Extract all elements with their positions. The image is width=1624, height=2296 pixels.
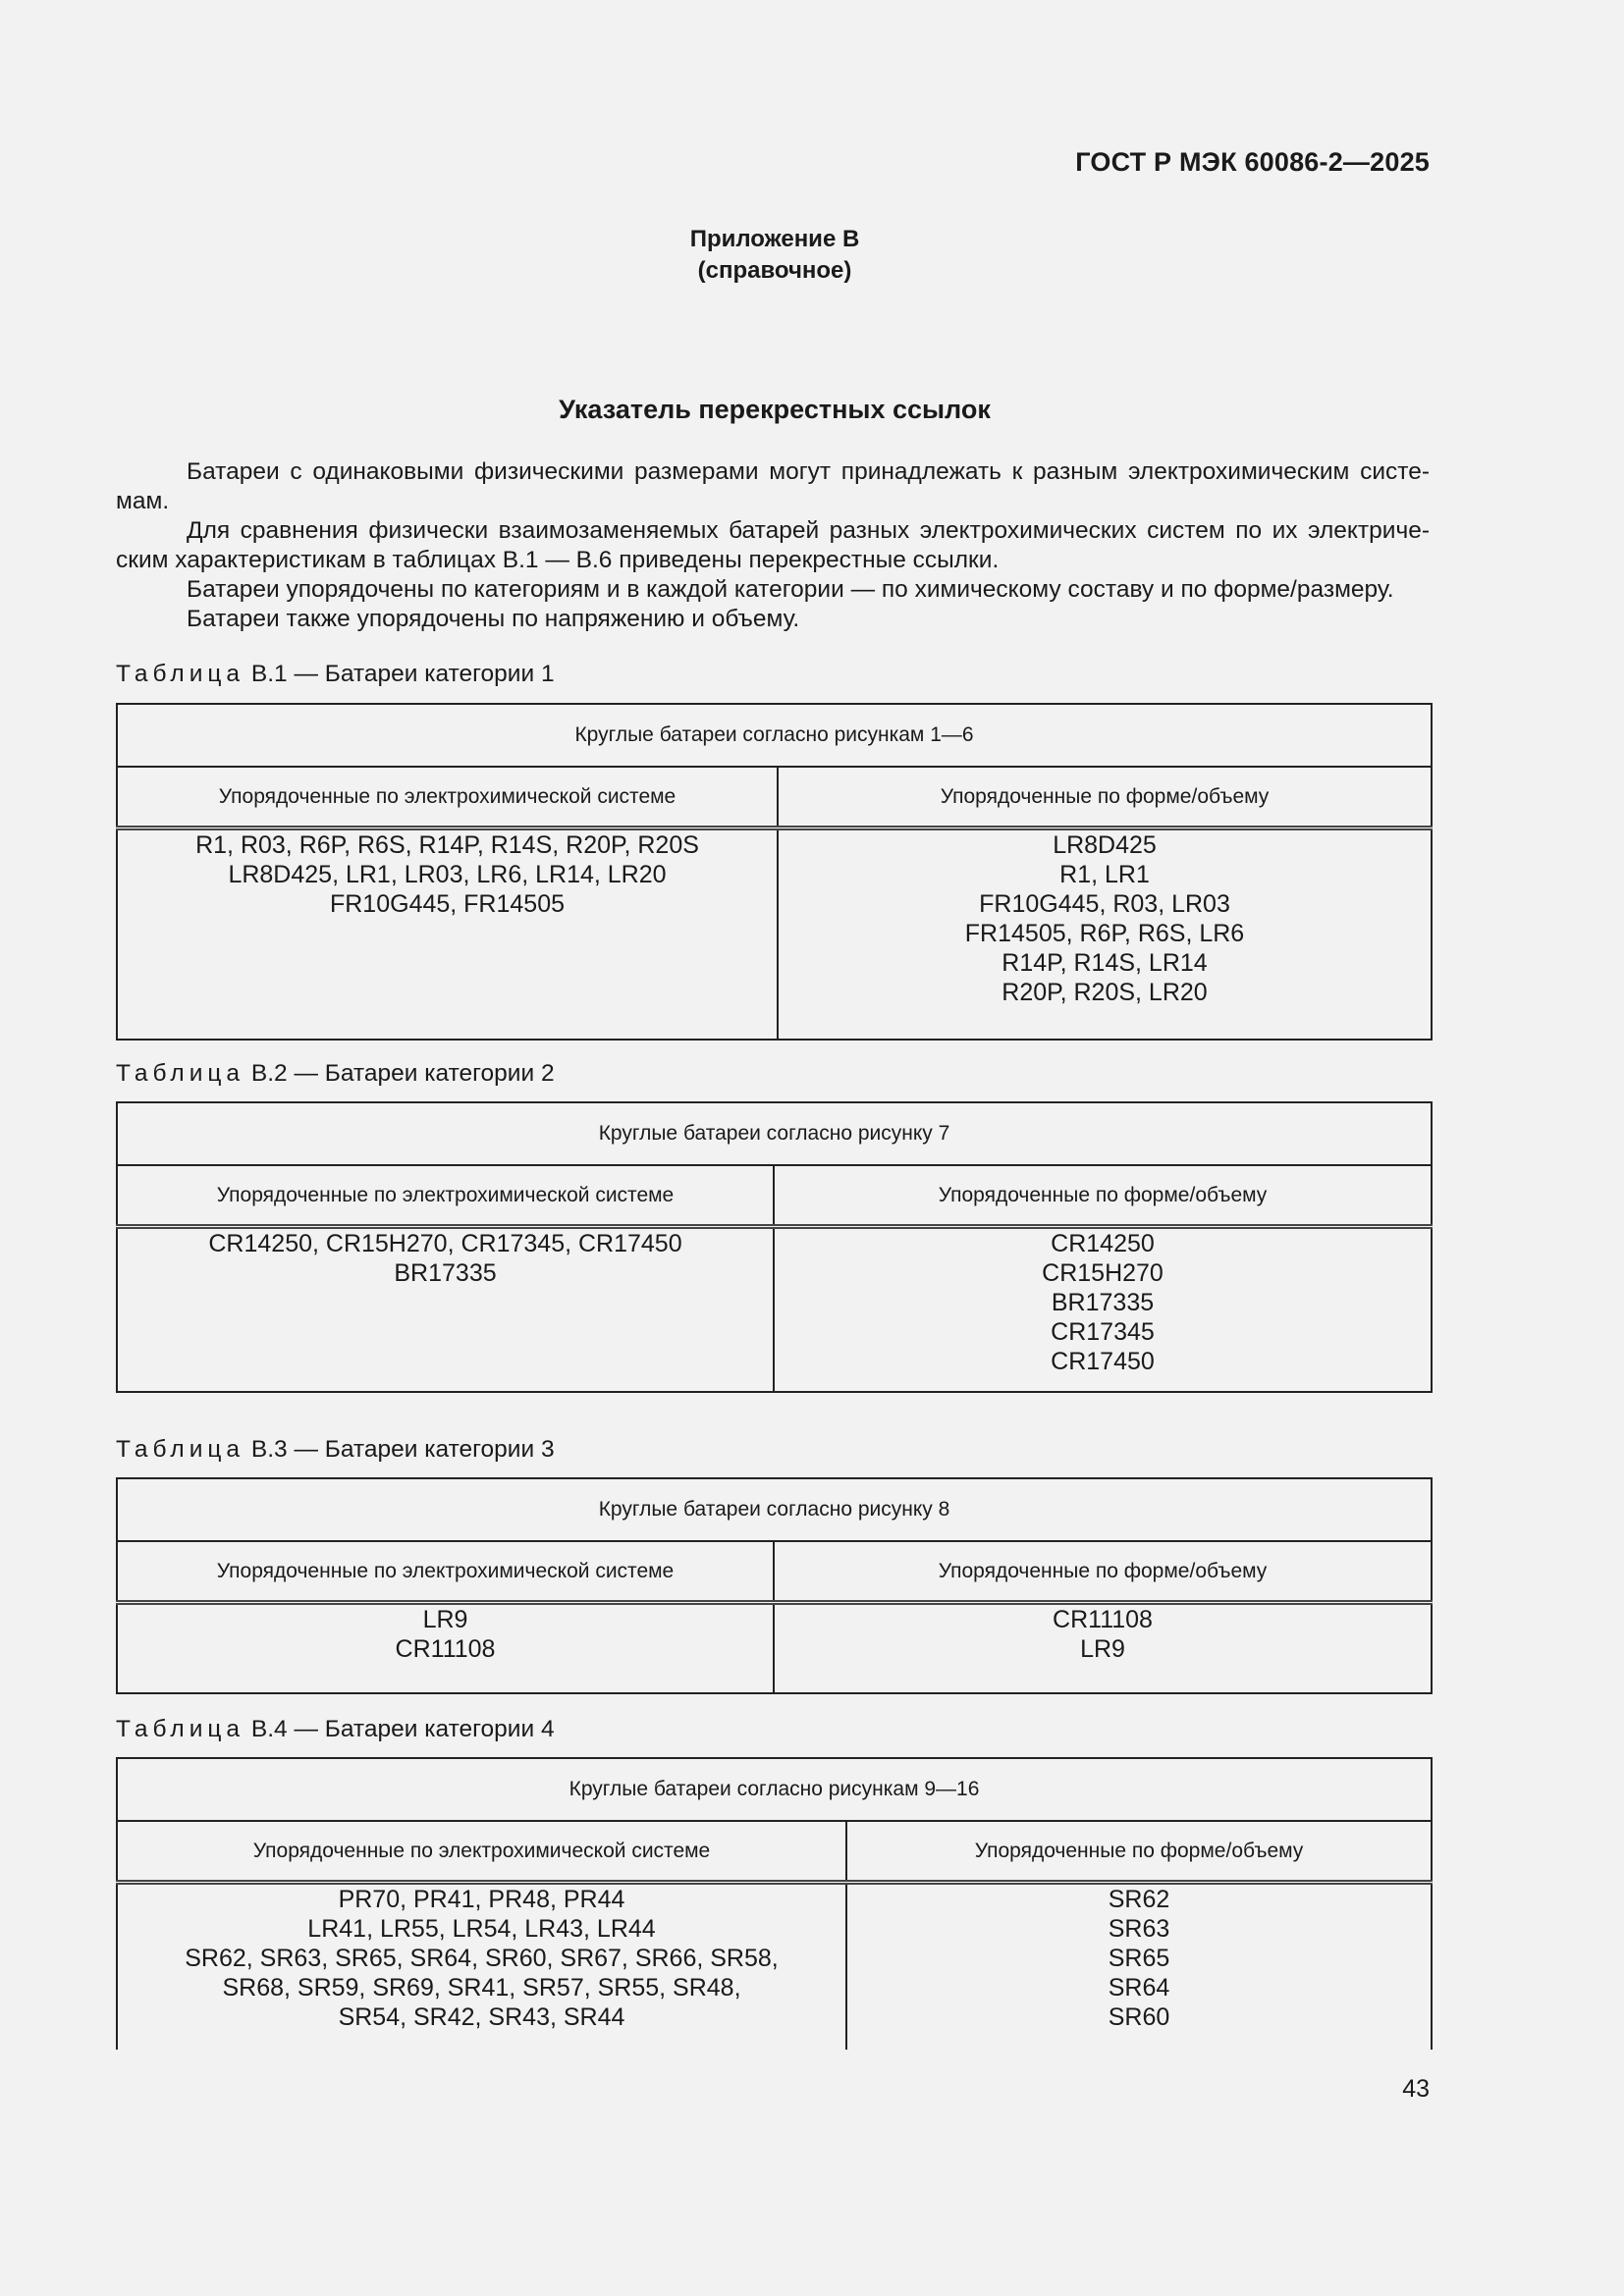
cell-electrochemical [117,828,778,1040]
cell-electrochemical [117,1603,774,1693]
cell-line: PR70, PR41, PR48, PR44 [338,1886,625,1913]
cell-line: SR65 [1108,1945,1170,1972]
cell-line: R1, LR1 [1059,861,1150,888]
column-header-shape-volume: Упорядоченные по форме/объему [774,1165,1432,1227]
intro-paragraph: Батареи с одинаковыми физическими размерами могут принадлежать к разным электрохимическим систе-мам. [116,458,1430,514]
section-title: Указатель перекрестных ссылок [559,395,991,424]
cell-line: FR10G445, R03, LR03 [979,890,1230,918]
cell-line: LR8D425, LR1, LR03, LR6, LR14, LR20 [228,861,667,888]
cell-line: SR63 [1108,1915,1170,1943]
document-code: ГОСТ Р МЭК 60086-2—2025 [1075,147,1430,177]
cell-line: SR54, SR42, SR43, SR44 [338,2003,625,2031]
table-caption-text: В.1 — Батареи категории 1 [250,661,555,687]
column-header-electrochemical: Упорядоченные по электрохимической системе [117,767,778,828]
cell-line: CR11108 [1053,1606,1153,1633]
table-b1 [116,703,1433,1041]
table-caption [116,1060,555,1088]
table-caption-text: В.3 — Батареи категории 3 [250,1436,555,1463]
table-caption [116,661,555,688]
cell-line: R14P, R14S, LR14 [1001,949,1208,977]
table-header: Круглые батареи согласно рисунку 8 [117,1478,1432,1541]
cell-line: CR11108 [395,1635,496,1663]
cell-electrochemical [117,1227,774,1392]
table-caption-text: В.2 — Батареи категории 2 [250,1060,555,1087]
intro-paragraph: Батареи также упорядочены по напряжению и объему. [187,606,800,632]
table-header: Круглые батареи согласно рисунку 7 [117,1102,1432,1165]
table-caption-word: Таблица [116,661,245,687]
cell-shape-volume [778,828,1432,1040]
table-caption [116,1716,555,1743]
cell-line: SR62, SR63, SR65, SR64, SR60, SR67, SR66, SR58, [185,1945,779,1972]
intro-paragraph: Для сравнения физически взаимозаменяемых батарей разных электрохимических систем по их электриче-ским характеристикам в таблицах В.1 — В.6 приведены перекрестные ссылки. [116,517,1430,573]
cell-line: CR15H270 [1042,1259,1164,1287]
appendix-subtitle: (справочное) [697,257,852,284]
cell-line: FR10G445, FR14505 [329,890,566,918]
column-header-electrochemical: Упорядоченные по электрохимической системе [117,1821,846,1883]
table-caption-text: В.4 — Батареи категории 4 [250,1716,555,1742]
cell-line: LR41, LR55, LR54, LR43, LR44 [307,1915,656,1943]
table-b4 [116,1757,1433,2050]
column-header-shape-volume: Упорядоченные по форме/объему [846,1821,1432,1883]
table-caption [116,1436,555,1464]
table-b3 [116,1477,1433,1694]
cell-line: BR17335 [394,1259,497,1287]
cell-shape-volume [774,1603,1432,1693]
appendix-title: Приложение В [689,226,860,252]
cell-shape-volume [774,1227,1432,1392]
table-caption-word: Таблица [116,1716,245,1742]
cell-line: SR60 [1108,2003,1170,2031]
cell-line: FR14505, R6P, R6S, LR6 [964,920,1245,947]
column-header-shape-volume: Упорядоченные по форме/объему [778,767,1432,828]
cell-line: SR68, SR59, SR69, SR41, SR57, SR55, SR48, [222,1974,741,2002]
cell-line: SR62 [1108,1886,1170,1913]
appendix-heading [0,224,1549,287]
table-caption-word: Таблица [116,1436,245,1463]
cell-shape-volume [846,1883,1432,2050]
cell-line: LR9 [422,1606,468,1633]
cell-electrochemical [117,1883,846,2050]
intro-paragraph: Батареи упорядочены по категориям и в каждой категории — по химическому составу и по форме/размеру. [187,576,1394,603]
cell-line: CR14250 [1051,1230,1155,1257]
table-caption-word: Таблица [116,1060,245,1087]
cell-line: R20P, R20S, LR20 [1001,979,1208,1006]
cell-line: CR14250, CR15H270, CR17345, CR17450 [208,1230,682,1257]
cell-line: CR17450 [1051,1348,1155,1375]
table-b2 [116,1101,1433,1393]
page-number: 43 [1402,2075,1430,2103]
cell-line: R1, R03, R6P, R6S, R14P, R14S, R20P, R20S [195,831,699,859]
cell-line: SR64 [1108,1974,1170,2002]
cell-line: CR17345 [1051,1318,1155,1346]
cell-line: LR9 [1080,1635,1125,1663]
column-header-electrochemical: Упорядоченные по электрохимической системе [117,1165,774,1227]
cell-line: BR17335 [1051,1289,1155,1316]
intro-text [116,457,1430,634]
table-header: Круглые батареи согласно рисункам 9—16 [117,1758,1432,1821]
column-header-electrochemical: Упорядоченные по электрохимической системе [117,1541,774,1603]
table-header: Круглые батареи согласно рисункам 1—6 [117,704,1432,767]
column-header-shape-volume: Упорядоченные по форме/объему [774,1541,1432,1603]
cell-line: LR8D425 [1053,831,1157,859]
